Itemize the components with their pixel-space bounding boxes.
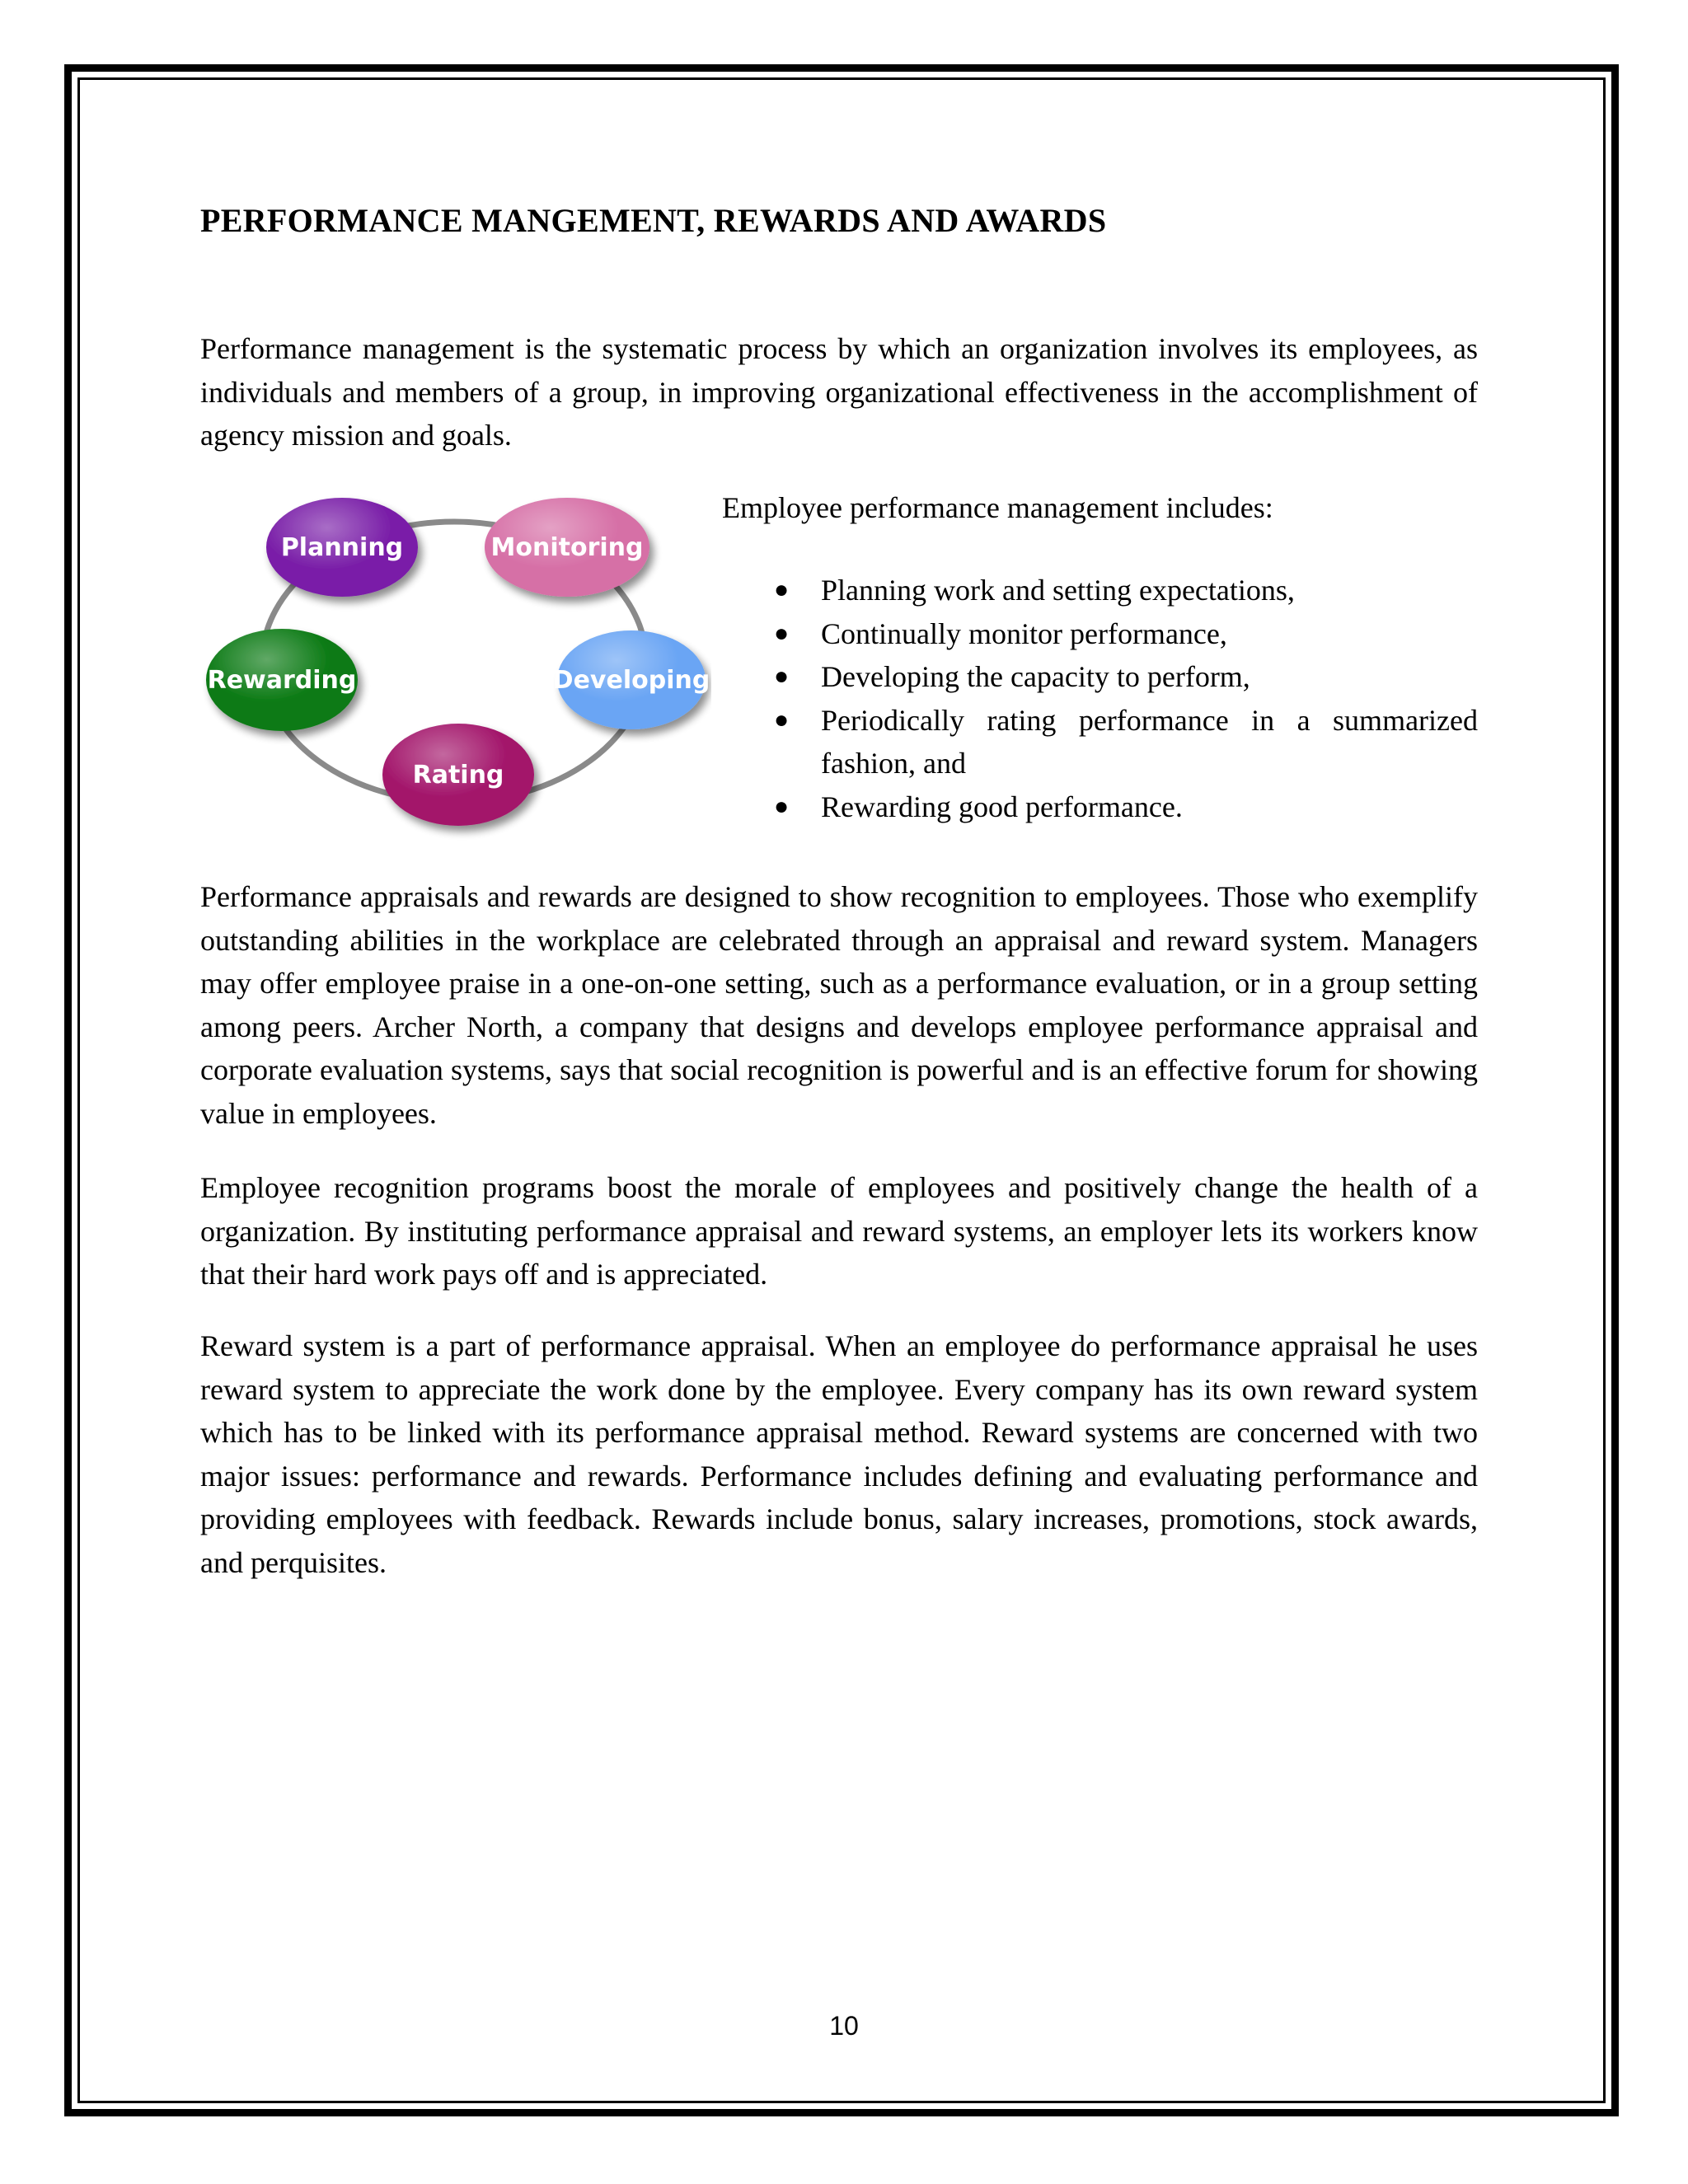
includes-list xyxy=(722,569,1478,828)
performance-cycle-diagram xyxy=(200,482,711,845)
bullet-icon: ● xyxy=(774,619,790,647)
intro-paragraph: Performance management is the systematic process by which an organization involves its employees, as individuals and members of a group, in improving organizational effectiveness in the accomplishment of agency mission and goals. xyxy=(200,332,1478,452)
node-rewarding-label: Rewarding xyxy=(207,666,357,695)
list-intro: Employee performance management includes: xyxy=(722,491,1273,524)
list-item xyxy=(722,569,1478,612)
page-number: 10 xyxy=(829,2011,859,2041)
bullet-icon: ● xyxy=(774,576,790,603)
list-item xyxy=(722,655,1478,699)
bullet-icon: ● xyxy=(774,705,790,733)
node-developing-label: Developing xyxy=(552,666,710,695)
list-item xyxy=(722,785,1478,829)
management-includes-block xyxy=(722,486,1478,828)
node-planning-label: Planning xyxy=(280,533,404,562)
list-item-text: Periodically rating performance in a summarized fashion, and xyxy=(821,703,1478,780)
list-item-text: Rewarding good performance. xyxy=(821,790,1183,823)
list-item-text: Developing the capacity to perform, xyxy=(821,660,1250,693)
paragraph-recognition: Employee recognition programs boost the morale of employees and positively change the health of a organization. By instituting performance appraisal and reward systems, an employer lets its workers know that their hard work pays off and is appreciated. xyxy=(200,1171,1478,1291)
bullet-icon: ● xyxy=(774,792,790,820)
page-title: PERFORMANCE MANGEMENT, REWARDS AND AWARDS xyxy=(200,202,1107,239)
bullet-icon: ● xyxy=(774,663,790,690)
list-item-text: Planning work and setting expectations, xyxy=(821,574,1295,607)
list-item xyxy=(722,612,1478,656)
list-item-text: Continually monitor performance, xyxy=(821,616,1227,650)
paragraph-appraisals: Performance appraisals and rewards are designed to show recognition to employees. Those who exemplify outstanding abilities in the workplace are celebrated through an appraisal and reward system. Managers may offer employee praise in a one-on-one setting, such as a performance evaluation, or in a group setting among peers. Archer North, a company that designs and develops employee performance appraisal and corporate evaluation systems, says that social recognition is powerful and is an effective forum for showing value in employees. xyxy=(200,880,1478,1130)
paragraph-reward-system: Reward system is a part of performance appraisal. When an employee do performance appraisal he uses reward system to appreciate the work done by the employee. Every company has its own reward system which has to be linked with its performance appraisal method. Reward systems are concerned with two major issues: performance and rewards. Performance includes defining and evaluating performance and providing employees with feedback. Rewards include bonus, salary increases, promotions, stock awards, and perquisites. xyxy=(200,1329,1478,1579)
node-monitoring-label: Monitoring xyxy=(490,533,644,562)
list-item xyxy=(722,699,1478,785)
node-rating-label: Rating xyxy=(412,761,504,790)
